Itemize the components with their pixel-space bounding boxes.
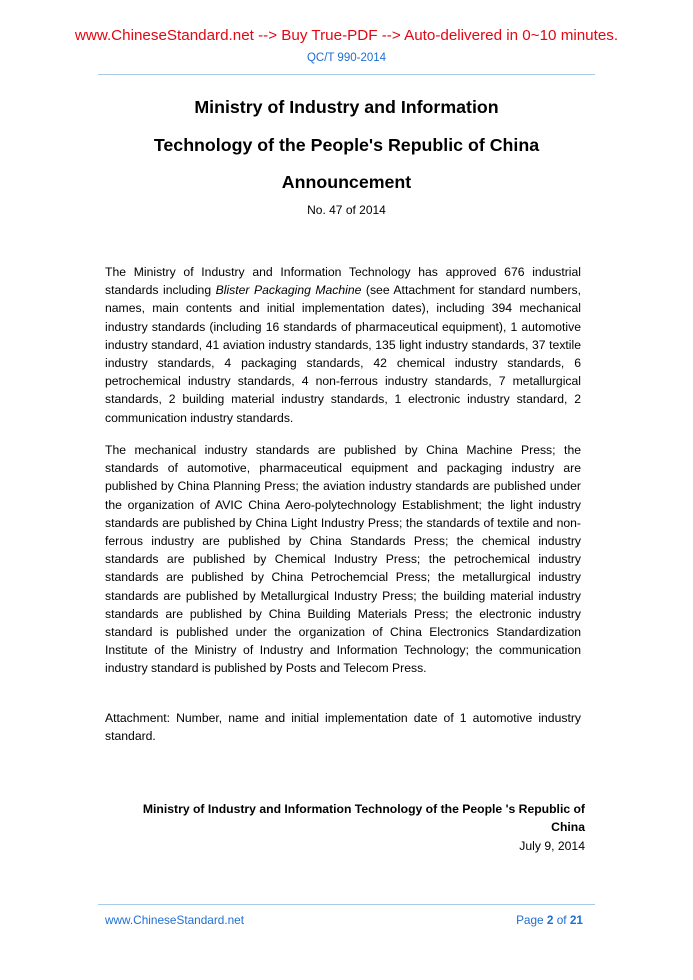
page-label: Page [516,913,544,927]
paragraph-1-text-a: The Ministry of Industry and Information Technology has approved 676 industrial standards including [105,265,581,298]
page-current: 2 [546,913,554,927]
page-of: of [556,913,567,927]
standard-name-italic: Blister Packaging Machine [215,283,362,298]
page-total: 21 [569,913,583,927]
announcement-number: No. 47 of 2014 [307,203,386,217]
signature-organization [105,800,585,836]
paragraph-1-text-b: (see Attachment for standard numbers, names, main contents and initial implementation dates), including 394 mechanical industry standards (including 16 standards of pharmaceutical equipment), 1 automotive industry standard, 41 aviation industry standards, 135 light industry standards, 37 textile industry standards, 4 packaging standards, 42 chemical industry standards, 6 petrochemical industry standards, 4 non-ferrous industry standards, 7 metallurgical standards, 2 building material industry standards, 1 electronic industry standard, 2 communication industry standards. [105,283,581,425]
paragraph-publishers: The mechanical industry standards are published by China Machine Press; the standards of automotive, pharmaceutical equipment and packaging industry are published by China Planning Press; the aviation industry standards are published under the organization of AVIC China Aero-polytechnology Establishment; the light industry standards are published by China Light Industry Press; the standards of textile and non-ferrous industry are published by China Standards Press; the chemical industry standards are published by Chemical Industry Press; the petrochemical industry standards are published by China Petrochemcial Press; the metallurgical industry standards are published by Metallurgical Industry Press; the building material industry standards are published by China Building Materials Press; the electronic industry standard is published under the organization of China Electronics Standardization Institute of the Ministry of Industry and Information Technology; the communication industry standard is published by Posts and Telecom Press. [105,443,581,676]
purchase-banner[interactable]: www.ChineseStandard.net --> Buy True-PDF --> Auto-delivered in 0~10 minutes. [74,27,619,44]
header-divider [98,74,595,75]
title-announcement: Announcement [281,172,412,192]
document-code: QC/T 990-2014 [306,52,387,64]
signature-org-line-1: Ministry of Industry and Information Technology of the People 's Republic of [142,802,585,816]
page-indicator [516,913,583,927]
title-line-2: Technology of the People's Republic of China [153,135,540,155]
paragraph-approved-standards [105,263,581,427]
paragraph-attachment: Attachment: Number, name and initial implementation date of 1 automotive industry standard. [105,711,581,744]
signature-org-line-2: China [551,820,585,835]
footer-divider [98,904,595,905]
title-line-1: Ministry of Industry and Information [194,97,499,117]
signature-date: July 9, 2014 [519,839,585,853]
footer-site-link[interactable]: www.ChineseStandard.net [105,913,245,927]
